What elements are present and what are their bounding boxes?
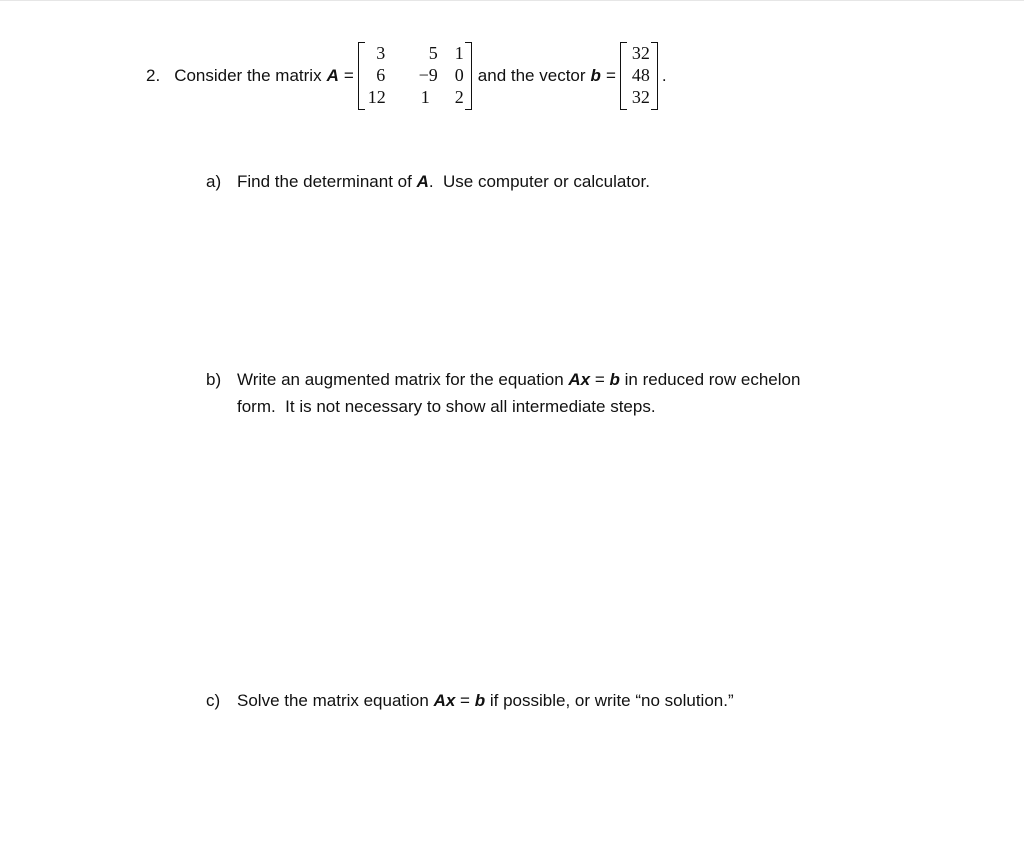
part-b [206, 366, 800, 420]
part-a-text-end: . Use computer or calculator. [428, 172, 650, 191]
problem-number: 2. [146, 65, 161, 85]
vector-b-cell: 32 [631, 87, 650, 107]
matrix-a-left-bracket [358, 42, 365, 110]
vector-b [620, 42, 658, 108]
part-a [206, 168, 650, 195]
matrix-a-cell: 3 [376, 43, 386, 63]
matrix-a-cell: 5 [428, 43, 438, 63]
part-c-ax: Ax [433, 691, 456, 710]
part-a-label: a) [206, 172, 222, 191]
part-a-text: Find the determinant of [237, 172, 412, 191]
part-b-line-2: form. It is not necessary to show all intermediate steps. [237, 397, 656, 416]
part-c-label: c) [206, 691, 221, 710]
matrix-a-cell: −9 [418, 65, 438, 85]
vector-b-cell: 48 [631, 65, 650, 85]
part-b-ax: Ax [568, 370, 591, 389]
equals-sign-b: = [605, 65, 616, 85]
matrix-a-cell: 0 [454, 65, 464, 85]
part-c-equals: = [460, 691, 470, 710]
part-b-equals: = [594, 370, 605, 389]
matrix-a-cell: 1 [420, 87, 430, 107]
matrix-a-cell: 6 [376, 65, 386, 85]
part-b-text: Write an augmented matrix for the equation [237, 370, 564, 389]
matrix-a-right-bracket [465, 42, 472, 110]
part-c-b: b [474, 691, 486, 710]
page-top-edge [0, 0, 1024, 1]
matrix-a-cell: 2 [454, 87, 464, 107]
matrix-a [358, 42, 472, 108]
problem-statement [146, 40, 667, 110]
vector-b-cell: 32 [631, 43, 650, 63]
matrix-name: A [326, 65, 339, 85]
statement-period: . [661, 65, 667, 85]
matrix-a-cell: 12 [367, 87, 386, 107]
matrix-a-cell: 1 [454, 43, 464, 63]
connector-text: and the vector [477, 65, 586, 85]
part-c [206, 687, 734, 714]
vector-b-right-bracket [651, 42, 658, 110]
problem-intro: Consider the matrix [174, 65, 322, 85]
part-b-b: b [609, 370, 620, 389]
part-a-matrix-name: A [416, 172, 429, 191]
vector-b-left-bracket [620, 42, 627, 110]
part-c-text-end: if possible, or write “no solution.” [489, 691, 734, 710]
part-c-text: Solve the matrix equation [237, 691, 429, 710]
part-b-label: b) [206, 370, 222, 389]
vector-name: b [590, 65, 601, 85]
equals-sign-a: = [343, 65, 354, 85]
part-b-text-end: in reduced row echelon [624, 370, 801, 389]
